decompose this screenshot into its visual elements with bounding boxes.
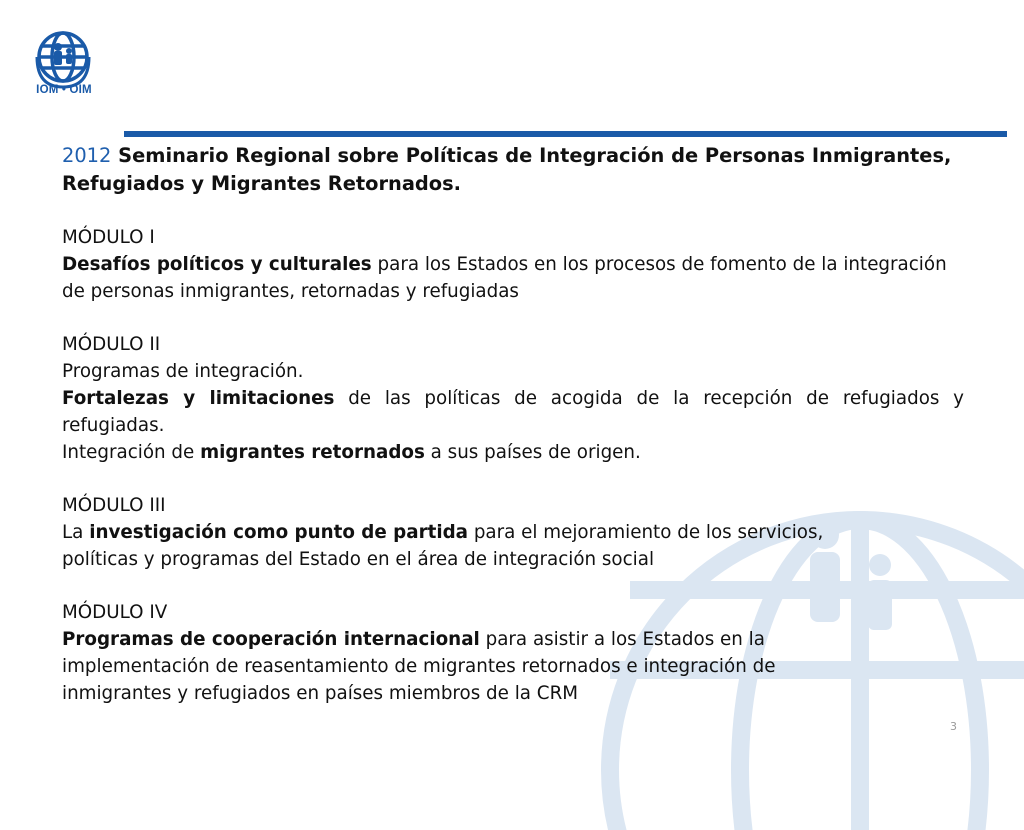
title-text: Seminario Regional sobre Políticas de Integración de Personas Inmigrantes, Refugiados y Migrantes Retornados.	[62, 144, 952, 195]
module-emphasis: investigación como punto de partida	[89, 522, 469, 543]
module-text: implementación de reasentamiento de migrantes retornados e integración de	[62, 656, 776, 677]
module-text-pre: Integración de	[62, 442, 201, 463]
module-2	[62, 331, 964, 466]
module-text	[62, 626, 964, 653]
slide-content	[62, 142, 964, 707]
module-text-rest: para el mejoramiento de los servicios,	[468, 522, 824, 543]
slide-title	[62, 142, 964, 198]
module-3	[62, 492, 964, 573]
header-divider-bar	[124, 131, 1007, 137]
title-year: 2012	[62, 144, 112, 167]
module-text-pre: La	[62, 522, 90, 543]
module-text-rest: de las políticas de acogida de la recepción de refugiados y refugiadas.	[62, 388, 965, 436]
module-text	[62, 519, 964, 546]
module-text: Programas de integración.	[62, 361, 304, 382]
module-text	[62, 385, 964, 439]
logo-text: IOM • OIM	[36, 84, 92, 96]
module-emphasis: Programas de cooperación internacional	[62, 629, 480, 650]
module-heading: MÓDULO IV	[62, 602, 168, 623]
module-emphasis: Fortalezas y limitaciones	[62, 388, 335, 409]
module-text-rest: para los Estados en los procesos de fomento de la integración de personas inmigrantes, retornadas y refugiadas	[62, 254, 947, 302]
module-heading: MÓDULO III	[62, 495, 166, 516]
module-4	[62, 599, 964, 707]
module-text: inmigrantes y refugiados en países miembros de la CRM	[62, 683, 579, 704]
module-text-rest: para asistir a los Estados en la	[479, 629, 765, 650]
module-text	[62, 439, 964, 466]
module-heading: MÓDULO I	[62, 227, 155, 248]
module-heading: MÓDULO II	[62, 334, 161, 355]
module-text-rest: a sus países de origen.	[424, 442, 641, 463]
module-emphasis: Desafíos políticos y culturales	[62, 254, 372, 275]
module-text	[62, 251, 964, 305]
module-text: políticas y programas del Estado en el área de integración social	[62, 549, 655, 570]
module-1	[62, 224, 964, 305]
module-emphasis: migrantes retornados	[200, 442, 425, 463]
page-number: 3	[950, 720, 957, 733]
